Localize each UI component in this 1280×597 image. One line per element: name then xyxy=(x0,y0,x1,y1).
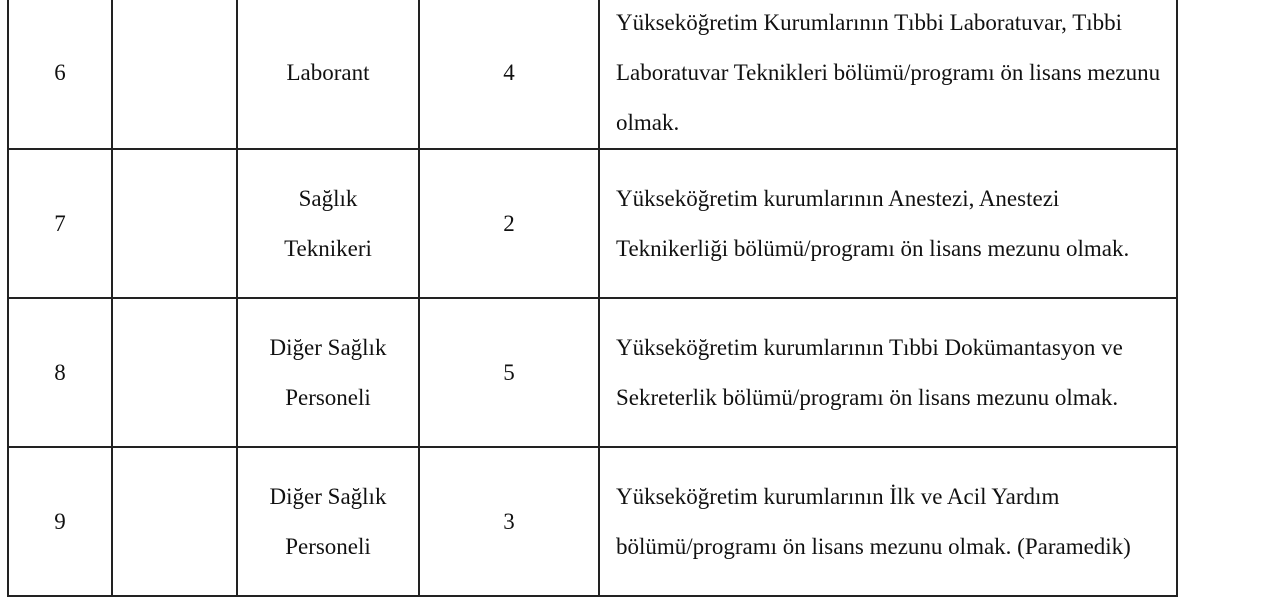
position-title-line: Sağlık xyxy=(298,185,358,211)
requirement-cell: Yükseköğretim kurumlarının Tıbbi Dokümantasyon ve Sekreterlik bölümü/programı ön lisans mezunu olmak. xyxy=(599,298,1177,447)
position-count-cell: 5 xyxy=(419,298,599,447)
position-title-line: Laborant xyxy=(286,60,370,85)
position-title-cell xyxy=(237,447,419,596)
requirement-cell: Yükseköğretim kurumlarının İlk ve Acil Yardım bölümü/programı ön lisans mezunu olmak. (Paramedik) xyxy=(599,447,1177,596)
row-number-cell: 6 xyxy=(8,0,112,149)
position-title-line: Teknikeri xyxy=(284,235,372,261)
position-title-line: Personeli xyxy=(285,384,371,410)
table-row xyxy=(8,298,1177,447)
position-count-cell: 4 xyxy=(419,0,599,149)
row-number-cell: 7 xyxy=(8,149,112,298)
requirement-cell: Yükseköğretim kurumlarının Anestezi, Anestezi Teknikerliği bölümü/programı ön lisans mezunu olmak. xyxy=(599,149,1177,298)
position-count-cell: 2 xyxy=(419,149,599,298)
position-title-line: Diğer Sağlık xyxy=(269,483,387,509)
row-number-cell: 8 xyxy=(8,298,112,447)
table-row xyxy=(8,149,1177,298)
empty-cell xyxy=(112,0,237,149)
position-count-cell: 3 xyxy=(419,447,599,596)
row-number-cell: 9 xyxy=(8,447,112,596)
empty-cell xyxy=(112,447,237,596)
position-title-cell xyxy=(237,149,419,298)
staff-requirements-table xyxy=(7,0,1178,597)
table-row xyxy=(8,447,1177,596)
requirement-cell: Yükseköğretim Kurumlarının Tıbbi Laboratuvar, Tıbbi Laboratuvar Teknikleri bölümü/programı ön lisans mezunu olmak. xyxy=(599,0,1177,149)
empty-cell xyxy=(112,298,237,447)
empty-cell xyxy=(112,149,237,298)
position-title-cell xyxy=(237,298,419,447)
position-title-line: Personeli xyxy=(285,533,371,559)
table-row xyxy=(8,0,1177,149)
position-title-cell xyxy=(237,0,419,149)
position-title-line: Diğer Sağlık xyxy=(269,334,387,360)
